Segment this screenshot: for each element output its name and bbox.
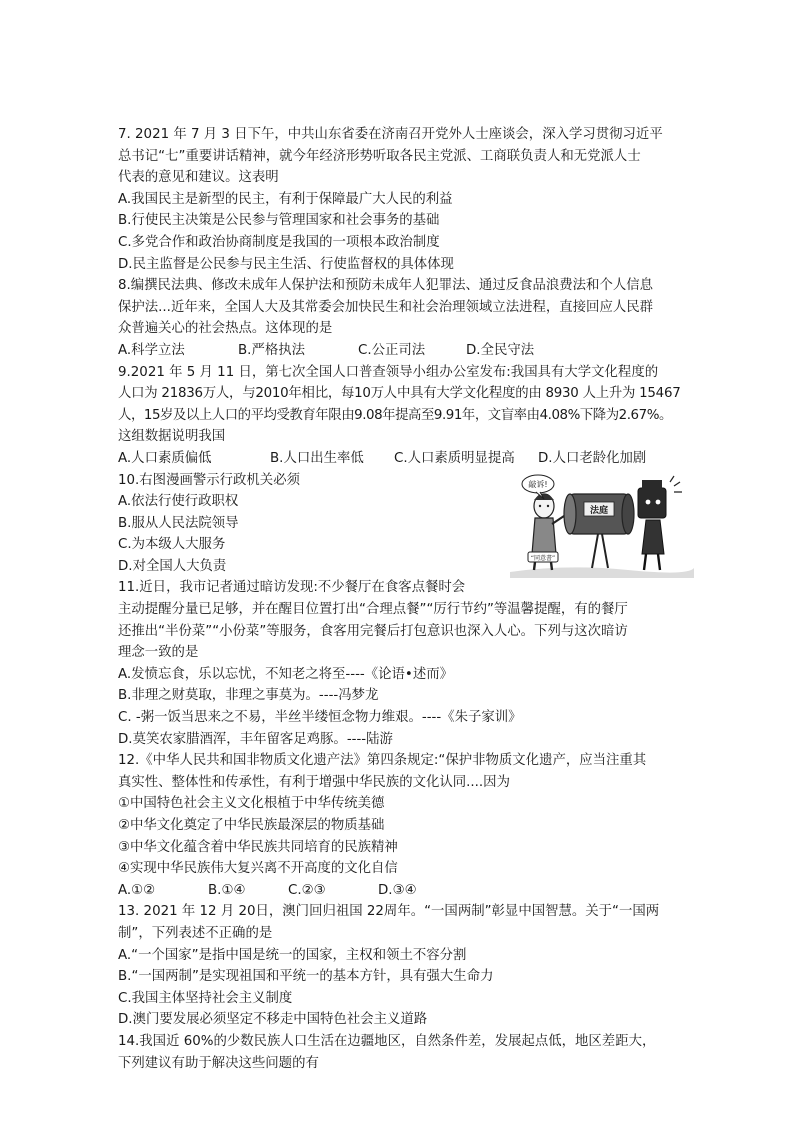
- question-7-line: 7. 2021 年 7 月 3 日下午，中共山东省委在济南召开党外人士座谈会，深入学习贯彻习近平: [118, 127, 663, 142]
- sign-text: “同意書”: [530, 554, 556, 562]
- option-d[interactable]: D.全民守法: [466, 342, 535, 358]
- question-13-line: 13. 2021 年 12 月 20日，澳门回归祖国 22周年。“一国两制”彰显中国智慧。关于“一国两: [118, 904, 660, 920]
- option-a[interactable]: A.人口素质偏低: [118, 450, 212, 466]
- option-b[interactable]: B.①④: [208, 882, 246, 898]
- question-7: [118, 124, 686, 275]
- question-12-line: 12.《中华人民共和国非物质文化遗产法》第四条规定:“保护非物质文化遗产，应当注重其: [118, 753, 647, 769]
- option-a[interactable]: A.我国民主是新型的民主，有利于保障最广大人民的利益: [118, 191, 453, 207]
- question-13-line: 制”，下列表述不正确的是: [118, 925, 273, 941]
- cartoon-image: [508, 472, 696, 578]
- question-14-line: 下列建议有助于解决这些问题的有: [118, 1055, 319, 1071]
- bubble-text: 敲诉!: [528, 479, 548, 489]
- question-14: [118, 1031, 686, 1074]
- option-a[interactable]: A.发愤忘食，乐以忘忧，不知老之将至----《论语•述而》: [118, 666, 453, 682]
- question-11-line: 还推出“半份菜”“小份菜”等服务，食客用完餐后打包意识也深入人心。下列与这次暗访: [118, 623, 628, 639]
- option-d[interactable]: D.人口老龄化加剧: [538, 450, 647, 466]
- question-9: [118, 362, 686, 470]
- question-11: [118, 577, 686, 750]
- statement-item: ④实现中华民族伟大复兴离不开高度的文化自信: [118, 861, 398, 877]
- question-11-line: 理念一致的是: [118, 645, 199, 661]
- option-a[interactable]: A.①②: [118, 882, 156, 898]
- question-10: [118, 470, 686, 578]
- question-9-line: 9.2021 年 5 月 11 日，第七次全国人口普查领导小组办公室发布:我国具有大学文化程度的: [118, 364, 659, 380]
- option-b[interactable]: B.“一国两制”是实现祖国和平统一的基本方针，具有强大生命力: [118, 969, 494, 985]
- option-d[interactable]: D.莫笑农家腊酒浑，丰年留客足鸡豚。----陆游: [118, 731, 393, 747]
- option-c[interactable]: C.我国主体坚持社会主义制度: [118, 990, 293, 1006]
- option-c[interactable]: C.人口素质明显提高: [394, 450, 515, 466]
- question-13: [118, 901, 686, 1031]
- drum-text: 法庭: [589, 505, 609, 516]
- question-11-line: 主动提醒分量已足够，并在醒目位置打出“合理点餐”“厉行节约”等温馨提醒，有的餐厅: [118, 602, 628, 618]
- option-b[interactable]: B.人口出生率低: [270, 450, 364, 466]
- options-row: [118, 880, 686, 902]
- question-11-line: 11.近日，我市记者通过暗访发现:不少餐厅在食客点餐时会: [118, 580, 466, 596]
- option-c[interactable]: C.多党合作和政治协商制度是我国的一项根本政治制度: [118, 234, 440, 250]
- question-10-line: 10.右图漫画警示行政机关必须: [118, 472, 300, 488]
- option-d[interactable]: D.民主监督是公民参与民主生活、行使监督权的具体体现: [118, 256, 454, 272]
- option-b[interactable]: B.服从人民法院领导: [118, 515, 239, 531]
- question-8-line: 保护法...近年来，全国人大及其常委会加快民生和社会治理领域立法进程，直接回应人民群: [118, 299, 654, 315]
- statement-item: ③中华文化蕴含着中华民族共同培育的民族精神: [118, 839, 398, 855]
- options-row: [118, 448, 686, 470]
- exam-page: [118, 124, 686, 1074]
- court-drum: [564, 494, 634, 568]
- question-8-line: 8.编撰民法典、修改未成年人保护法和预防未成年人犯罪法、通过反食品浪费法和个人信息: [118, 278, 654, 294]
- question-12: [118, 750, 686, 901]
- question-7-line: 总书记“七”重要讲话精神，就今年经济形势听取各民主党派、工商联负责人和无党派人士: [118, 148, 641, 164]
- question-9-line: 人，15岁及以上人口的平均受教育年限由9.08年提高至9.91年，文盲率由4.08%下降为2.67%。: [118, 407, 672, 423]
- option-c[interactable]: C.②③: [288, 882, 326, 898]
- option-a[interactable]: A.“一个国家”是指中国是统一的国家，主权和领土不容分割: [118, 947, 467, 963]
- question-12-line: 真实性、整体性和传承性，有利于增强中华民族的文化认同....因为: [118, 774, 510, 790]
- question-8: [118, 275, 686, 361]
- option-b[interactable]: B.行使民主决策是公民参与管理国家和社会事务的基础: [118, 213, 440, 229]
- option-b[interactable]: B.严格执法: [238, 342, 306, 358]
- option-d[interactable]: D.③④: [378, 882, 417, 898]
- question-8-line: 众普遍关心的社会热点。这体现的是: [118, 321, 333, 337]
- judge-figure: [638, 476, 682, 570]
- statement-item: ①中国特色社会主义文化根植于中华传统美德: [118, 796, 385, 812]
- option-a[interactable]: A.依法行使行政职权: [118, 494, 239, 510]
- option-c[interactable]: C. -粥一饭当思来之不易，半丝半缕恒念物力维艰。----《朱子家训》: [118, 710, 522, 726]
- question-7-line: 代表的意见和建议。这表明: [118, 170, 279, 186]
- official-figure: [528, 494, 570, 570]
- option-d[interactable]: D.澳门要发展必须坚定不移走中国特色社会主义道路: [118, 1012, 428, 1028]
- options-row: [118, 340, 686, 362]
- statement-item: ②中华文化奠定了中华民族最深层的物质基础: [118, 818, 385, 833]
- option-a[interactable]: A.科学立法: [118, 342, 185, 358]
- option-c[interactable]: C.公正司法: [358, 342, 426, 358]
- option-c[interactable]: C.为本级人大服务: [118, 537, 226, 553]
- question-9-line: 人口为 21836万人，与2010年相比，每10万人中具有大学文化程度的由 8930 人上升为 15467: [118, 386, 681, 402]
- question-9-line: 这组数据说明我国: [118, 429, 226, 445]
- option-d[interactable]: D.对全国人大负责: [118, 558, 227, 574]
- question-14-line: 14.我国近 60%的少数民族人口生活在边疆地区，自然条件差，发展起点低，地区差距大，: [118, 1033, 656, 1049]
- option-b[interactable]: B.非理之财莫取，非理之事莫为。----冯梦龙: [118, 688, 379, 704]
